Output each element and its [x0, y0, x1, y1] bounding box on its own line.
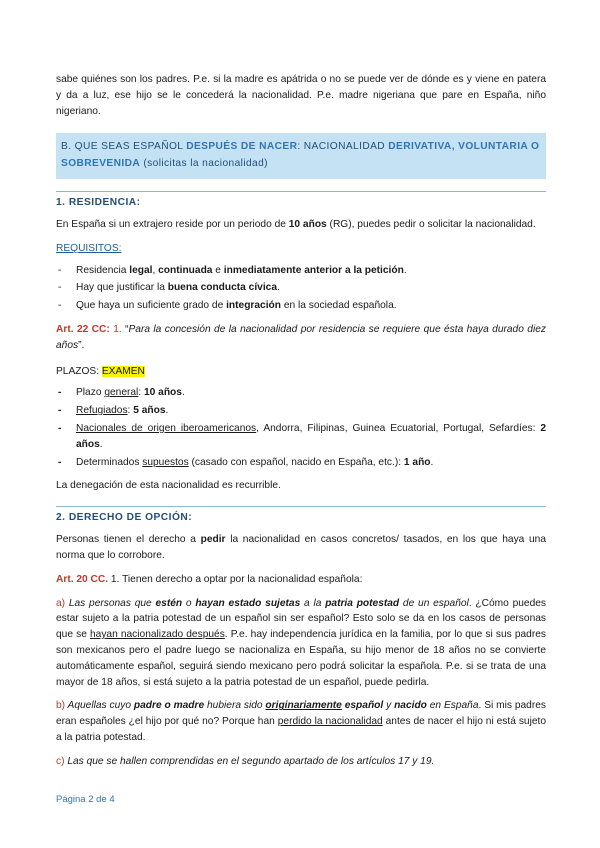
opcion-intro: Personas tienen el derecho a pedir la nacionalidad en casos concretos/ tasados, en los que haya una norma que lo corrobore.: [56, 534, 546, 561]
residencia-intro: En España si un extrajero reside por un periodo de 10 años (RG), puedes pedir o solicitar la nacionalidad.: [56, 218, 536, 230]
list-item: - Residencia legal, continuada e inmediatamente anterior a la petición.: [58, 264, 407, 276]
page-footer: Página 2 de 4: [56, 794, 115, 805]
intro-paragraph: sabe quiénes son los padres. P.e. si la madre es apátrida o no se puede ver de dónde es y viene en patera y da a luz, ese hijo se le concederá la nacionalidad. P.e. madre nigeriana que pare en España, niño nigeriano.: [56, 74, 546, 117]
section-b-banner: [56, 133, 546, 179]
section-divider-2: [56, 506, 546, 507]
banner-text-1: B. QUE SEAS ESPAÑOL: [61, 141, 187, 153]
section-divider-1: [56, 191, 546, 192]
list-item: - Hay que justificar la buena conducta cívica.: [58, 282, 280, 294]
list-item: - Que haya un suficiente grado de integración en la sociedad española.: [58, 300, 397, 312]
banner-text-4: DERIVATIVA, VOLUNTARIA O SOBREVENIDA: [61, 141, 540, 169]
opcion-heading: 2. DERECHO DE OPCIÓN:: [56, 512, 193, 524]
opcion-item-a: a) Las personas que estén o hayan estado sujetas a la patria potestad de un español. ¿Cómo puedes estar sujeto a la patria potestad de un español sin ser español? Esto solo se da en los casos de personas que se hayan nacionalizado después. P.e. hay independencia jurídica en la familia, por lo que si sus padres son mexicanos pero el padre luego se nacionaliza en España, su hijo menor de 18 años no se convierte automáticamente español, seguirá siendo mexicano pero podrá solicitar la española. P.e. si se trata de una mayor de 18 años, si está sujeto a la patria potestad de un español, puede pedirla.: [56, 597, 547, 688]
document-page: [56, 72, 546, 770]
banner-text-2: DESPUÉS DE NACER: [186, 141, 298, 153]
denegacion-paragraph: La denegación de esta nacionalidad es recurrible.: [56, 480, 281, 492]
opcion-item-b: b) Aquellas cuyo padre o madre hubiera sido originariamente español y nacido en España. Si mis padres eran españoles ¿el hijo por qué no? Porque han perdido la nacionalidad antes de nacer el hijo ni está sujeto a la patria potestad.: [56, 700, 547, 743]
residencia-heading: 1. RESIDENCIA:: [56, 197, 141, 209]
exam-highlight: EXAMEN: [101, 365, 145, 377]
list-item: - Refugiados: 5 años.: [58, 405, 169, 417]
opcion-item-c: c) Las que se hallen comprendidas en el segundo apartado de los artículos 17 y 19.: [56, 755, 435, 767]
requisitos-list: [56, 263, 546, 314]
plazos-list: [56, 385, 546, 470]
plazos-label: PLAZOS: EXAMEN: [56, 365, 145, 377]
list-item: - Plazo general: 10 años.: [58, 387, 185, 399]
art20-paragraph: Art. 20 CC. 1. Tienen derecho a optar por la nacionalidad española:: [56, 573, 363, 585]
art22-paragraph: Art. 22 CC: 1. “Para la concesión de la nacionalidad por residencia se requiere que ésta haya durado diez años”.: [56, 323, 546, 351]
banner-text-3: : NACIONALIDAD: [297, 141, 389, 153]
requisitos-label: REQUISITOS:: [56, 242, 122, 254]
banner-text-5: (solicitas la nacionalidad): [140, 157, 268, 169]
list-item: - Determinados supuestos (casado con español, nacido en España, etc.): 1 año.: [58, 456, 434, 468]
list-item: - Nacionales de origen iberoamericanos, Andorra, Filipinas, Guinea Ecuatorial, Portugal, Sefardíes: 2 años.: [58, 423, 547, 450]
